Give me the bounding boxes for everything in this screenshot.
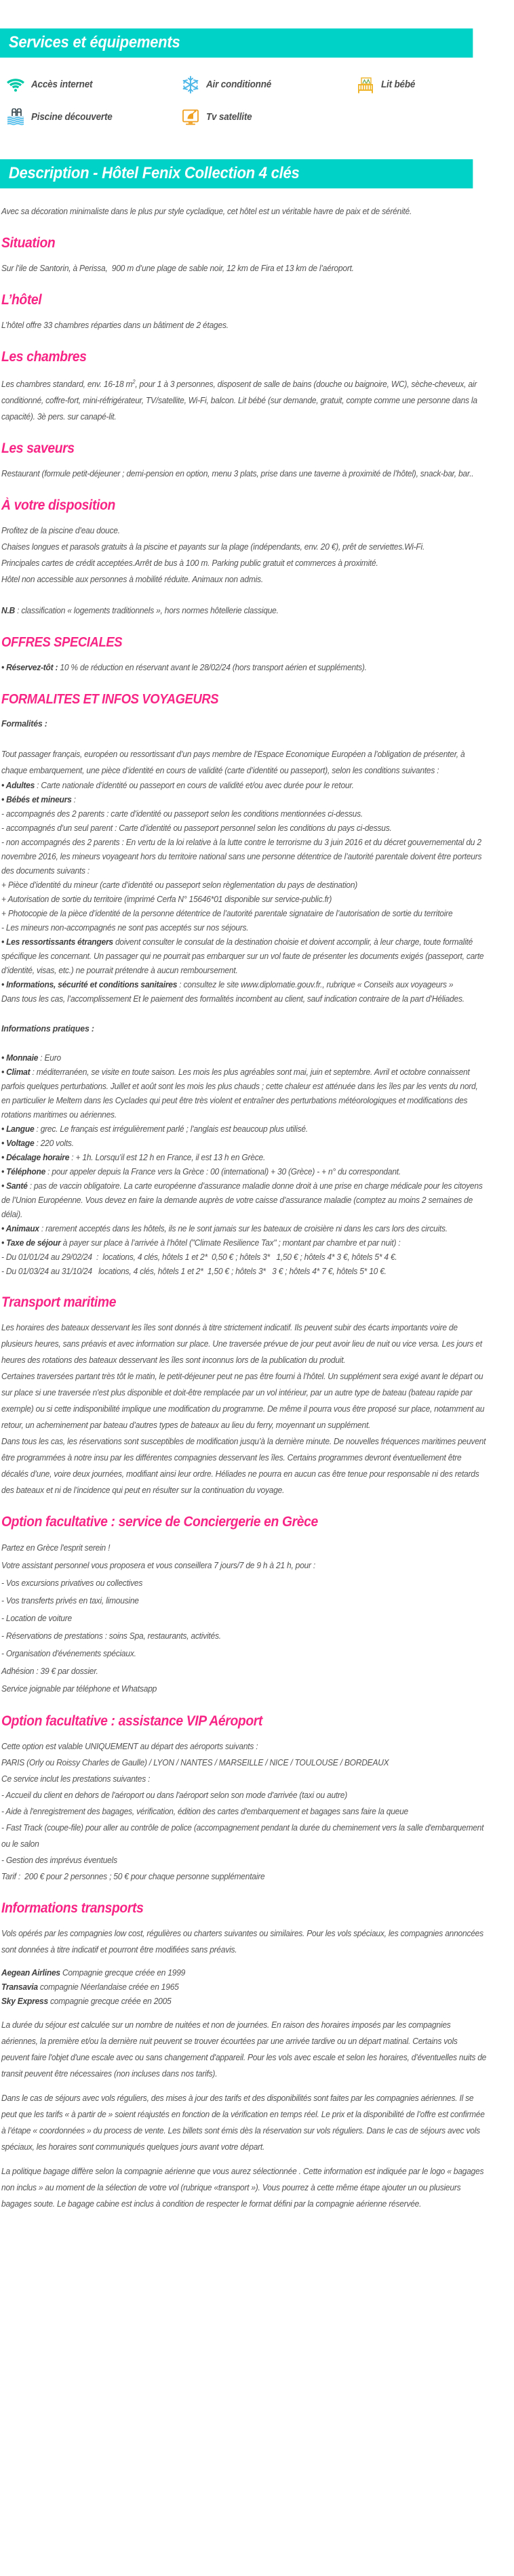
practical-text: : 220 volts. — [34, 1139, 74, 1149]
gap — [1, 1036, 510, 1051]
foreigners-text: doivent consulter le consulat de la destination choisie et doivent accomplir, à leur charge, toute formalité spécifique les concernant. Un passager qui ne pourrait pas embarquer sur un vol faute de présenter les documents exigés (passeport, carte d’identité, visas, etc.) ne pourrait prétendre à aucun remboursement. — [1, 937, 486, 976]
amenities-row-1 — [5, 68, 514, 101]
transport-para-3: La politique bagage diffère selon la compagnie aérienne que vous aurez sélectionnée . Cette information est indiquée par le logo « bagages non inclus » au moment de la sélection de votre vol (rubrique «transport »). Vous pourrez à cette même étape ajouter un ou plusieurs bagages soute. Le bagage cabine est inclus à condition de respecter le format défini par la compagnie aérienne réservée. — [1, 2167, 486, 2209]
practical-text: : Euro — [38, 1053, 61, 1063]
disposal-line-3: Principales cartes de crédit acceptées.Arrêt de bus à 100 m. Parking public gratuit et commerces à proximité. — [1, 558, 378, 569]
foreigners-label: • Les ressortissants étrangers — [1, 937, 113, 947]
minors-line: - non accompagnés des 2 parents : En vertu de la loi relative à la lutte contre le terrorisme du 3 juin 2016 et du décret gouvernemental du 2 novembre 2016, les mineurs voyageant hors du territoire national sans une personne détentrice de l’autorité parentale doivent être porteurs des documents suivants : — [1, 838, 484, 876]
section-gap — [0, 136, 514, 159]
disposal-nb — [1, 602, 487, 619]
heading-concierge: Option facultative : service de Conciergerie en Grèce — [1, 1514, 318, 1530]
minors-line: - accompagnés d’un seul parent : Carte d’identité ou passeport personnel selon les conditions du pays ci-dessus. — [1, 823, 392, 834]
offer-label: • Réservez-tôt : — [1, 663, 58, 673]
transport-para-2: Dans le cas de séjours avec vols réguliers, des mises à jour des tarifs et des disponibilités sont faites par les compagnies aériennes. Il se peut que les tarifs « à partir de » soient réajustés en fonction de la vérification en temps réel. Le prix et la disponibilité de l’offre est confirmée à l’étape « coordonnées » du process de vente. Les billets sont émis dès la réservation sur vols réguliers. Dans le cas de séjours avec vols spéciaux, les horaires sont communiqués quelques jours avant votre départ. — [1, 2093, 487, 2152]
gap — [1, 731, 510, 746]
amenities-row-2 — [5, 101, 514, 134]
airline-desc: compagnie Néerlandaise créée en 1965 — [37, 1982, 179, 1992]
airline-name: Transavia — [1, 1982, 38, 1992]
gap — [1, 1730, 510, 1738]
rooms-text-part1: Les chambres standard, env. 16-18 m — [1, 380, 133, 390]
heading-formalities: FORMALITES ET INFOS VOYAGEURS — [1, 692, 219, 708]
practical-label: • Climat — [1, 1067, 31, 1078]
gap — [1, 1498, 510, 1513]
gap — [1, 425, 510, 440]
gap — [1, 651, 510, 659]
gap — [1, 309, 510, 317]
practical-label: • Santé — [1, 1181, 28, 1191]
gap — [1, 333, 510, 348]
practical-item — [1, 1065, 487, 1122]
amenities-grid — [0, 58, 514, 136]
heading-flavors: Les saveurs — [1, 441, 75, 457]
amenity-label: Air conditionné — [206, 79, 272, 90]
gap — [1, 220, 510, 234]
gap — [1, 1311, 510, 1320]
airline-desc: compagnie grecque créée en 2005 — [47, 1997, 172, 2007]
heading-offers: OFFRES SPECIALES — [1, 635, 123, 651]
heading-transport-info: Informations transports — [1, 1900, 144, 1917]
disposal-line-2: Chaises longues et parasols gratuits à la piscine et payants sur la plage (indépendants, env. 20 €), prêt de serviettes.Wi-Fi. — [1, 542, 425, 552]
heading-situation: Situation — [1, 235, 56, 251]
amenity-satellite-tv — [180, 107, 355, 127]
minors-line: + Photocopie de la pièce d’identité de la personne détentrice de l’autorité parentale signataire de l’autorisation de sortie du territoire — [1, 909, 453, 919]
concierge-line: - Location de voiture — [1, 1614, 72, 1624]
practical-item — [1, 1137, 487, 1151]
rooms-text — [1, 374, 487, 425]
concierge-line: - Vos excursions privatives ou collectives — [1, 1578, 143, 1589]
gap — [1, 2082, 510, 2090]
concierge-line: Adhésion : 39 € par dossier. — [1, 1667, 98, 1677]
nb-text: : classification « logements traditionnels », hors normes hôtellerie classique. — [15, 606, 279, 616]
gap — [1, 1531, 510, 1539]
info-label: • Informations, sécurité et conditions sanitaires — [1, 980, 178, 990]
practical-label: • Taxe de séjour — [1, 1238, 61, 1248]
practical-label: • Animaux — [1, 1224, 39, 1234]
heading-vip: Option facultative : assistance VIP Aéroport — [1, 1713, 262, 1730]
concierge-line: - Vos transferts privés en taxi, limousine — [1, 1596, 139, 1606]
baby-crib-icon — [355, 75, 376, 95]
practical-item — [1, 1122, 487, 1137]
minors-line: + Autorisation de sortie du territoire (imprimé Cerfa N° 15646*01 disponible sur service-public.fr) — [1, 895, 332, 905]
tax-line: - Du 01/01/24 au 29/02/24 : locations, 4 clés, hôtels 1 et 2* 0,50 € ; hôtels 3* 1,50 € ; hôtels 4* 3 €, hôtels 5* 4 €. — [1, 1252, 397, 1263]
top-spacer — [0, 0, 514, 28]
info-text: : consultez le site www.diplomatie.gouv.fr., rubrique « Conseils aux voyageurs » — [177, 980, 454, 990]
description-banner — [0, 159, 514, 188]
practical-item — [1, 1151, 487, 1165]
disposal-line-4: Hôtel non accessible aux personnes à mobilité réduite. Animaux non admis. — [1, 575, 263, 585]
gap — [1, 277, 510, 291]
airline-desc: Compagnie grecque créée en 1999 — [60, 1968, 186, 1978]
maritime-para-2: Certaines traversées partant très tôt le matin, le petit-déjeuner peut ne pas être fourni à l’hôtel. Un supplément sera exigé avant le départ ou sur place si une traversée n'est plus disponible et doit-être remplacée par un vol intérieur, par un autre type de bateau (bateau rapide par exemple) ou si cette indisponibilité implique une modification du programme. De même il pourra vous être proposé sur place, notamment au retour, un acheminement par bateau d’autres types de bateaux au lieu du ferry, moyennant un supplément. — [1, 1372, 487, 1431]
practical-item — [1, 1236, 487, 1250]
amenity-label: Lit bébé — [381, 79, 416, 90]
concierge-line: - Réservations de prestations : soins Spa, restaurants, activités. — [1, 1631, 221, 1641]
gap — [1, 1885, 510, 1900]
adults-label: • Adultes — [1, 781, 35, 791]
practical-item — [1, 1222, 487, 1236]
amenity-internet — [5, 75, 180, 95]
gap — [1, 457, 510, 466]
practical-subtitle: Informations pratiques : — [1, 1023, 94, 1034]
hotel-text: L’hôtel offre 33 chambres réparties dans un bâtiment de 2 étages. — [1, 321, 229, 330]
nb-label: N.B — [1, 606, 16, 616]
snowflake-icon — [180, 75, 201, 95]
vip-line: PARIS (Orly ou Roissy Charles de Gaulle) / LYON / NANTES / MARSEILLE / NICE / TOULOUSE / BORDEAUX — [1, 1758, 389, 1768]
amenity-label: Accès internet — [31, 79, 93, 90]
wifi-icon — [5, 75, 26, 95]
practical-text: à payer sur place à l’arrivée à l’hôtel ("Climate Resilience Tax" ; montant par chambre et par nuit) : — [60, 1238, 401, 1248]
practical-text: : rarement acceptés dans les hôtels, ils ne le sont jamais sur les bateaux de croisière ni dans les cars lors des circuits. — [39, 1224, 448, 1234]
formalities-intro: Tout passager français, européen ou ressortissant d’un pays membre de l’Espace Economique Européen a l’obligation de présenter, à chaque embarquement, une pièce d’identité en cours de validité (carte d’identité ou passeport), selon les conditions suivantes : — [1, 750, 467, 776]
minors-line: + Pièce d’identité du mineur (carte d’identité ou passeport selon règlementation du pays de destination) — [1, 880, 358, 891]
amenity-air-conditioning — [180, 75, 355, 95]
rooms-superscript: 2 — [132, 379, 136, 385]
rooms-text-part2: , pour 1 à 3 personnes, disposent de salle de bains (douche ou baignoire, WC), sèche-cheveux, air conditionné, coffre-fort, mini-réfrigérateur, TV/satellite, Wi-Fi, balcon. Lit bébé (sur demande, gratuit, compte comme une personne dans la capacité). 3è pers. sur canapé-lit. — [1, 380, 479, 422]
heading-maritime: Transport maritime — [1, 1294, 117, 1311]
formalities-info — [1, 978, 487, 992]
gap — [1, 676, 510, 691]
gap — [1, 1006, 510, 1021]
practical-text: : pour appeler depuis la France vers la Grèce : 00 (international) + 30 (Grèce) - + n° du correspondant. — [45, 1167, 401, 1177]
concierge-line: Partez en Grèce l'esprit serein ! — [1, 1543, 111, 1553]
maritime-para-1: Les horaires des bateaux desservant les îles sont donnés à titre strictement indicatif. Ils peuvent subir des écarts importants voire de plusieurs heures, sans préavis et avec information sur place. Une traversée prévue de jour peut avoir lieu de nuit ou vice versa. Les jours et heures des rotations des bateaux desservant les îles sont inconnus lors de la publication du produit. — [1, 1323, 484, 1366]
formalities-foreigners — [1, 935, 487, 978]
practical-item — [1, 1165, 487, 1179]
practical-item — [1, 1179, 487, 1222]
concierge-line: - Organisation d'événements spéciaux. — [1, 1649, 136, 1659]
vip-line: - Fast Track (coupe-file) pour aller au contrôle de police (accompagnement pendant la durée du cheminement vers la salle d'embarquement ou le salon — [1, 1823, 486, 1849]
description-body — [0, 188, 514, 2227]
practical-text: : + 1h. Lorsqu’il est 12 h en France, il est 13 h en Grèce. — [69, 1153, 266, 1163]
maritime-para-3: Dans tous les cas, les réservations sont susceptibles de modification jusqu’à la dernière minute. De nouvelles fréquences maritimes peuvent être programmées à notre insu par les différentes compagnies desservant les îles. Certains programmes devront éventuellement être décalés d’une, voire deux journées, modifiant ainsi leur ordre. Héliades ne pourra en aucun cas être tenue pour responsable ni des retards des bateaux et ni de l’incidence qui peut en résulter sur la continuation du voyage. — [1, 1437, 488, 1496]
flavors-text: Restaurant (formule petit-déjeuner ; demi-pension en option, menu 3 plats, prise dans une taverne à proximité de l’hôtel), snack-bar, bar.. — [1, 469, 474, 479]
offer-text: 10 % de réduction en réservant avant le 28/02/24 (hors transport aérien et suppléments). — [58, 663, 367, 673]
description-intro: Avec sa décoration minimaliste dans le plus pur style cycladique, cet hôtel est un véritable havre de paix et de sérénité. — [1, 207, 412, 216]
practical-label: • Langue — [1, 1124, 35, 1134]
services-banner-title: Services et équipements — [0, 28, 473, 58]
airline-name: Sky Express — [1, 1997, 48, 2007]
minors-text: : — [71, 795, 76, 805]
gap — [1, 619, 510, 634]
minors-label: • Bébés et mineurs — [1, 795, 72, 805]
swimming-pool-icon — [5, 107, 26, 127]
amenity-pool — [5, 107, 180, 127]
gap — [1, 1958, 510, 1966]
practical-label: • Téléphone — [1, 1167, 46, 1177]
practical-label: • Décalage horaire — [1, 1153, 70, 1163]
vip-line: - Aide à l'enregistrement des bagages, vérification, édition des cartes d'embarquement et bagages sans faire la queue — [1, 1807, 408, 1817]
disposal-line-1: Profitez de la piscine d’eau douce. — [1, 526, 120, 536]
vip-line: - Gestion des imprévus éventuels — [1, 1856, 117, 1866]
offer-item — [1, 659, 487, 676]
satellite-tv-icon — [180, 107, 201, 127]
vip-line: - Accueil du client en dehors de l'aéroport ou dans l'aéroport selon son mode d'arrivée (taxi ou autre) — [1, 1791, 348, 1801]
minors-line: - Les mineurs non-accompagnés ne sont pas acceptés sur nos séjours. — [1, 923, 249, 933]
amenity-label: Tv satellite — [206, 112, 252, 123]
vip-line: Cette option est valable UNIQUEMENT au départ des aéroports suivants : — [1, 1742, 258, 1752]
gap — [1, 188, 510, 203]
airline-entry — [1, 1966, 487, 1980]
practical-text: : pas de vaccin obligatoire. La carte européenne d’assurance maladie donne droit à une prise en charge médicale pour les citoyens de l’Union Européenne. Vous devez en faire la demande auprès de votre caisse d’assurance maladie (comptez au moins 2 semaines de délai). — [1, 1181, 485, 1220]
gap — [1, 588, 510, 602]
transport-para-1: La durée du séjour est calculée sur un nombre de nuitées et non de journées. En raison des horaires imposés par les compagnies aériennes, la première et/ou la dernière nuit peuvent se trouver écourtées par une arrivée tardive ou un départ matinal. Certains vols peuvent faire l'objet d'une escale avec ou sans changement d'appareil. Pour les vols avec escale et selon les horaires, d’éventuelles nuits de transit peuvent être nécessaires (non incluses dans nos tarifs). — [1, 2020, 489, 2079]
services-banner — [0, 28, 514, 58]
description-banner-title: Description - Hôtel Fenix Collection 4 clés — [0, 159, 473, 188]
gap — [1, 2155, 510, 2163]
gap — [1, 252, 510, 260]
amenity-baby-cot — [355, 75, 511, 95]
vip-line: Tarif : 200 € pour 2 personnes ; 50 € pour chaque personne supplémentaire — [1, 1872, 265, 1882]
gap — [1, 514, 510, 523]
adults-text: : Carte nationale d’identité ou passeport en cours de validité et/ou avec durée pour le retour. — [35, 781, 354, 791]
gap — [1, 1279, 510, 1294]
practical-text: : grec. Le français est irrégulièrement parlé ; l’anglais est beaucoup plus utilisé. — [34, 1124, 308, 1134]
formalities-subtitle: Formalités : — [1, 718, 47, 729]
formalities-minors — [1, 793, 487, 807]
airline-name: Aegean Airlines — [1, 1968, 60, 1978]
tax-line: - Du 01/03/24 au 31/10/24 locations, 4 clés, hôtels 1 et 2* 1,50 € ; hôtels 3* 3 € ; hôtels 4* 7 €, hôtels 5* 10 €. — [1, 1267, 387, 1277]
vip-line: Ce service inclut les prestations suivantes : — [1, 1774, 151, 1784]
practical-label: • Voltage — [1, 1139, 35, 1149]
gap — [1, 1698, 510, 1713]
gap — [1, 1917, 510, 1925]
heading-disposal: À votre disposition — [1, 497, 115, 514]
concierge-line: Votre assistant personnel vous proposera et vous conseillera 7 jours/7 de 9 h à 21 h, pour : — [1, 1561, 315, 1571]
formalities-closing: Dans tous les cas, l’accomplissement Et le paiement des formalités incombent au client, sauf indication contraire de la part d’Héliades. — [1, 994, 464, 1004]
gap — [1, 482, 510, 497]
practical-text: : méditerranéen, se visite en toute saison. Les mois les plus agréables sont mai, juin et septembre. Avril et octobre connaissent parfois quelques perturbations. Juillet et août sont les mois les plus chauds ; cette chaleur est atténuée dans les îles par les vents du nord, en particulier le Meltem dans les Cyclades qui peut être très violent et entraîner des perturbations météorologiques et modifications des rotations maritimes ou aériennes. — [1, 1067, 480, 1120]
gap — [1, 366, 510, 374]
minors-line: - accompagnés des 2 parents : carte d’identité ou passeport selon les conditions mentionnées ci-dessus. — [1, 809, 363, 819]
airline-entry — [1, 1980, 487, 1995]
heading-hotel: L’hôtel — [1, 292, 42, 308]
heading-rooms: Les chambres — [1, 349, 87, 365]
practical-label: • Monnaie — [1, 1053, 39, 1063]
situation-text: Sur l’ile de Santorin, à Perissa, 900 m d’une plage de sable noir, 12 km de Fira et 13 km de l’aéroport. — [1, 264, 354, 273]
gap — [1, 2212, 510, 2227]
concierge-line: Service joignable par téléphone et Whatsapp — [1, 1684, 157, 1694]
formalities-adults — [1, 779, 487, 793]
gap — [1, 2009, 510, 2017]
practical-item — [1, 1051, 487, 1065]
transport-intro: Vols opérés par les compagnies low cost, régulières ou charters suivantes ou similaires. Pour les vols spéciaux, les compagnies annoncées sont données à titre indicatif et pourront être modifiées sans préavis. — [1, 1929, 486, 1955]
airline-entry — [1, 1995, 487, 2009]
gap — [1, 708, 510, 716]
amenity-label: Piscine découverte — [31, 112, 113, 123]
